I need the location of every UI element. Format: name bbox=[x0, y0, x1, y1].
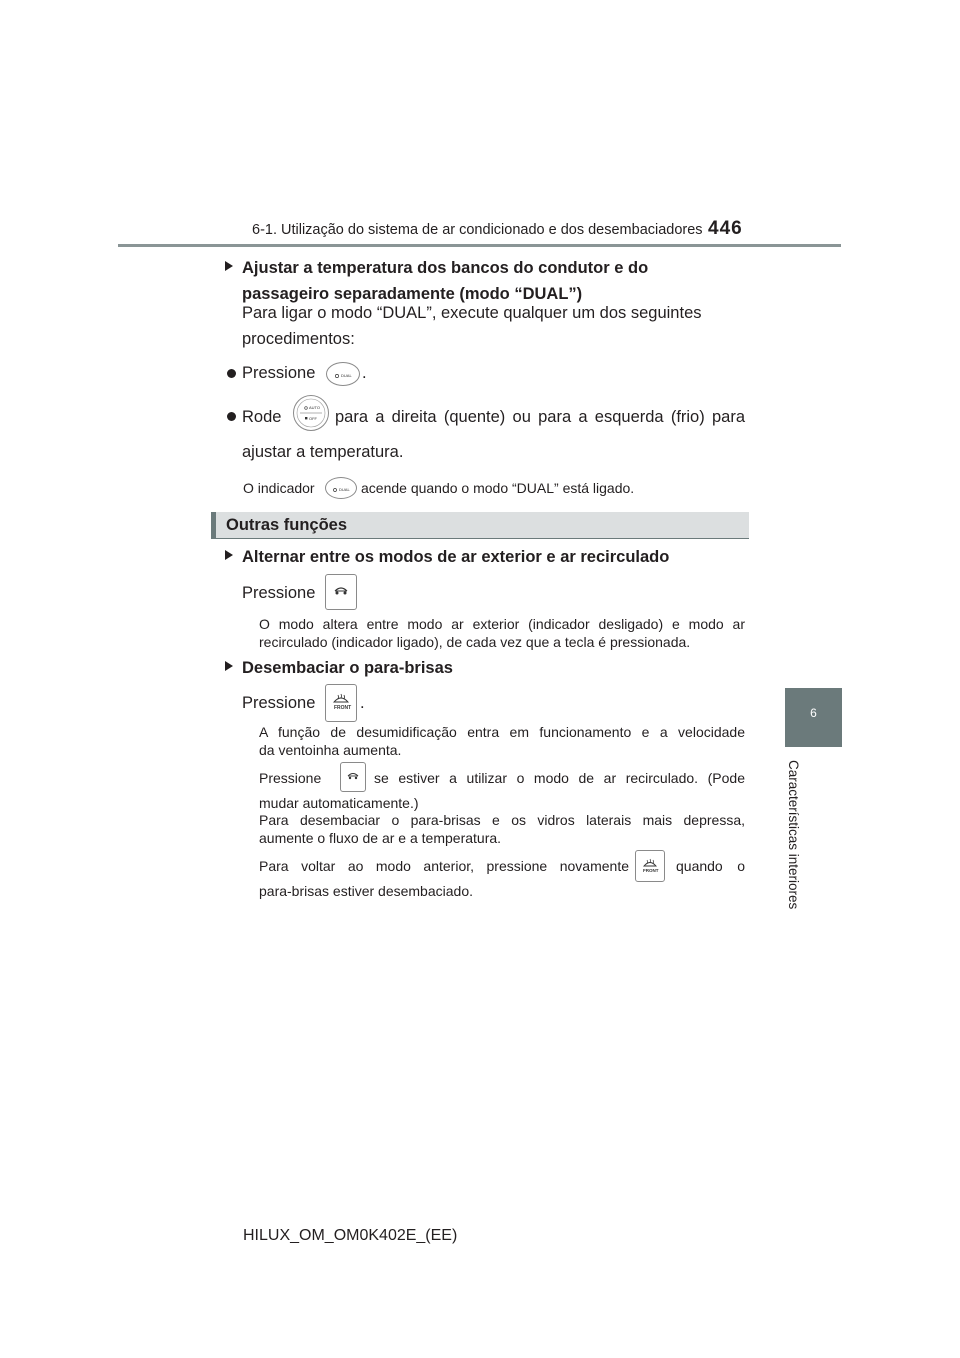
header-title: 6-1. Utilização do sistema de ar condicionado e dos desembaciadores bbox=[252, 222, 703, 238]
dual-heading-line1: Ajustar a temperatura dos bancos do condutor e do bbox=[242, 259, 649, 277]
defog-note2-before: Pressione bbox=[259, 770, 322, 786]
dual-label: DUAL bbox=[341, 373, 352, 378]
bullet-dot bbox=[227, 412, 236, 421]
item2-rode-text: Rode bbox=[242, 408, 282, 426]
bullet-dot bbox=[227, 369, 236, 378]
defog-press-after: . bbox=[360, 694, 365, 712]
off-label: OFF bbox=[309, 416, 317, 421]
defog-note1 bbox=[259, 723, 745, 759]
section-header-other-functions bbox=[211, 512, 749, 539]
dual-heading-line2: passageiro separadamente (modo “DUAL”) bbox=[242, 285, 583, 303]
temperature-dial-icon bbox=[293, 395, 329, 431]
recirc-note-line2: recirculado (indicador ligado), de cada vez que a tecla é pressionada. bbox=[259, 634, 691, 650]
chapter-number: 6 bbox=[810, 706, 817, 720]
defog-heading: Desembaciar o para-brisas bbox=[242, 655, 453, 681]
recirc-heading: Alternar entre os modos de ar exterior e ar recirculado bbox=[242, 544, 669, 570]
defog-note3-line2: aumente o fluxo de ar e a temperatura. bbox=[259, 830, 502, 846]
chapter-tab bbox=[785, 688, 842, 747]
defog-note2-after: se estiver a utilizar o modo de ar recirculado. (Pode bbox=[374, 770, 745, 786]
page-number: 446 bbox=[708, 218, 743, 239]
defog-note4-line2: para-brisas estiver desembaciado. bbox=[259, 883, 473, 899]
recirculation-button-icon bbox=[340, 762, 366, 792]
front-defroster-button-icon bbox=[635, 850, 665, 882]
chapter-label: Características interiores bbox=[786, 760, 801, 910]
dual-intro-line1: Para ligar o modo “DUAL”, execute qualquer um dos seguintes bbox=[242, 304, 702, 322]
defog-press-text: Pressione bbox=[242, 694, 316, 712]
item1-period: . bbox=[362, 364, 367, 382]
defog-note1-line2: da ventoinha aumenta. bbox=[259, 742, 402, 758]
section-title: Outras funções bbox=[226, 516, 348, 534]
defog-note4-before: Para voltar ao modo anterior, pressione novamente bbox=[259, 858, 629, 874]
front-defroster-button-icon bbox=[325, 684, 357, 722]
defog-note3 bbox=[259, 811, 745, 847]
defog-note2-line2: mudar automaticamente.) bbox=[259, 795, 419, 811]
defog-note3-line1: Para desembaciar o para-brisas e os vidros laterais mais depressa, bbox=[259, 812, 745, 828]
front-label: FRONT bbox=[334, 705, 352, 711]
dual-note-before: O indicador bbox=[243, 480, 315, 496]
recirc-note-line1: O modo altera entre modo ar exterior (indicador desligado) e modo ar bbox=[259, 616, 745, 632]
dual-button-icon bbox=[326, 362, 360, 386]
recirc-note bbox=[259, 615, 745, 651]
item1-press-text: Pressione bbox=[242, 364, 316, 382]
header-divider bbox=[118, 244, 841, 247]
dual-intro bbox=[242, 300, 702, 352]
defog-note1-line1: A função de desumidificação entra em funcionamento e a velocidade bbox=[259, 724, 745, 740]
item2-line2: ajustar a temperatura. bbox=[242, 443, 404, 461]
dual-note-after: acende quando o modo “DUAL” está ligado. bbox=[361, 480, 635, 496]
footer-code: HILUX_OM_OM0K402E_(EE) bbox=[243, 1227, 458, 1244]
chapter-label-container bbox=[786, 760, 804, 920]
auto-label: AUTO bbox=[309, 405, 321, 410]
recirc-press-text: Pressione bbox=[242, 584, 316, 602]
front-label: FRONT bbox=[643, 868, 659, 873]
dual-label: DUAL bbox=[339, 487, 350, 492]
defog-note4-after: quando o bbox=[676, 858, 745, 874]
item2-text: para a direita (quente) ou para a esquerda (frio) para bbox=[335, 408, 745, 426]
recirculation-button-icon bbox=[325, 574, 357, 610]
dual-indicator-icon bbox=[325, 477, 357, 499]
dual-intro-line2: procedimentos: bbox=[242, 330, 355, 348]
